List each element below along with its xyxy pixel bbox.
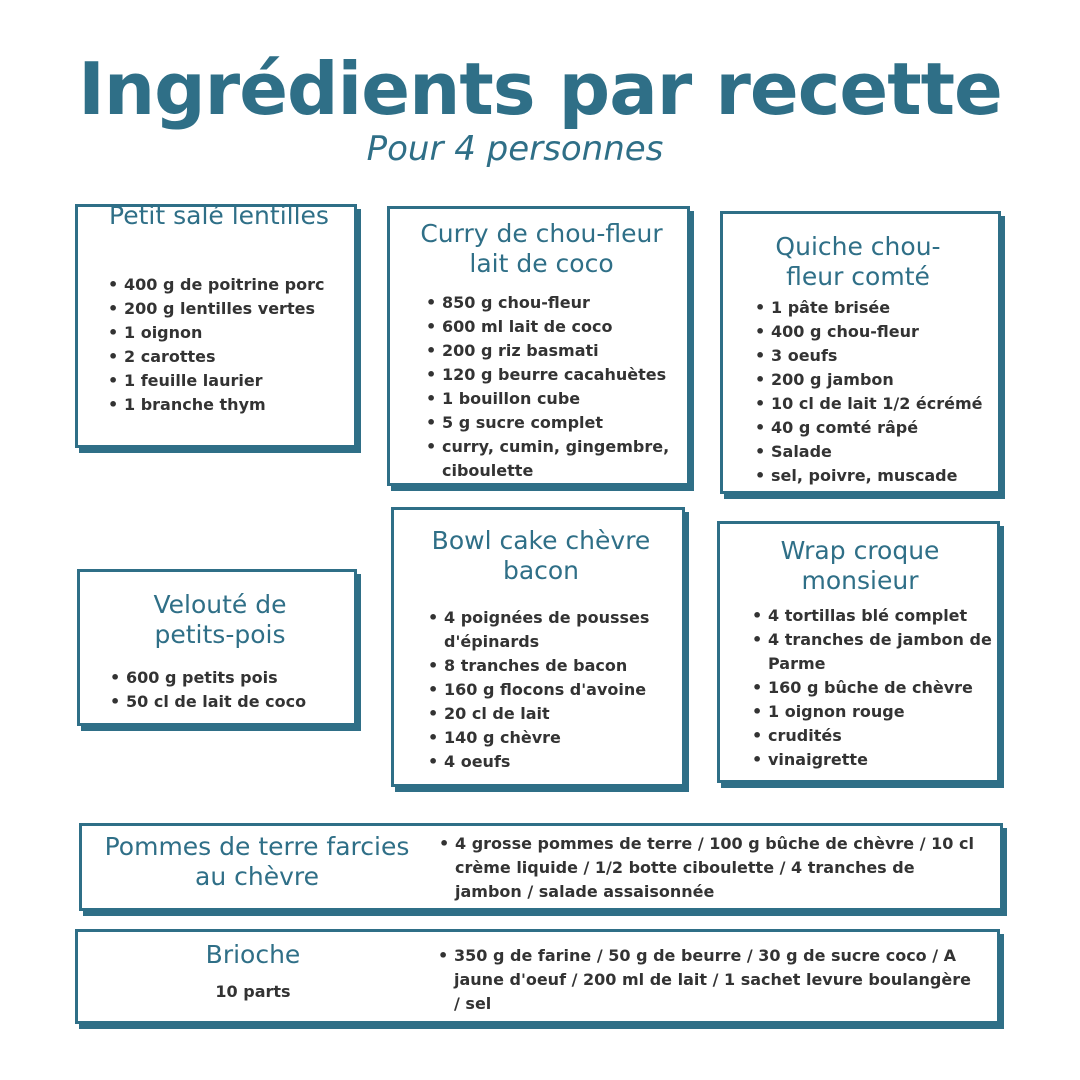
ingredient-item: • sel, poivre, muscade bbox=[753, 464, 998, 488]
ingredient-list bbox=[106, 273, 351, 417]
recipe-title: Velouté de petits-pois bbox=[153, 590, 287, 649]
page-title: Ingrédients par recette bbox=[78, 47, 1002, 131]
ingredient-item: • crudités bbox=[750, 724, 995, 748]
ingredient-item: • 400 g de poitrine porc bbox=[106, 273, 351, 297]
recipe-card-quiche bbox=[720, 211, 1001, 494]
ingredient-item: • 140 g chèvre bbox=[426, 726, 681, 750]
ingredient-item: • 8 tranches de bacon bbox=[426, 654, 681, 678]
ingredient-item: • 350 g de farine / 50 g de beurre / 30 g de sucre coco / A jaune d'oeuf / 200 ml de lait / 1 sachet levure boulangère / sel bbox=[436, 944, 981, 1016]
ingredient-item: • 4 grosse pommes de terre / 100 g bûche de chèvre / 10 cl crème liquide / 1/2 botte ciboulette / 4 tranches de jambon / salade assaisonnée bbox=[437, 832, 982, 904]
recipe-title: Wrap croque monsieur bbox=[780, 536, 940, 595]
ingredient-item: • 4 oeufs bbox=[426, 750, 681, 774]
recipe-card-bowl-cake bbox=[391, 507, 685, 787]
recipe-card-pommes-de-terre bbox=[79, 823, 1003, 911]
ingredient-item: • 5 g sucre complet bbox=[424, 411, 679, 435]
page-subtitle: Pour 4 personnes bbox=[366, 129, 664, 169]
recipe-title: Petit salé lentilles bbox=[109, 201, 329, 230]
recipe-title: Curry de chou-fleur lait de coco bbox=[420, 219, 663, 278]
recipe-card-wrap bbox=[717, 521, 1000, 783]
ingredient-list bbox=[424, 291, 679, 483]
ingredient-item: • 600 g petits pois bbox=[108, 666, 353, 690]
ingredient-item: • 4 tranches de jambon de Parme bbox=[750, 628, 995, 676]
recipe-card-veloute bbox=[77, 569, 357, 726]
ingredient-item: • 1 branche thym bbox=[106, 393, 351, 417]
ingredient-item: • 160 g flocons d'avoine bbox=[426, 678, 681, 702]
recipe-card-curry bbox=[387, 206, 690, 486]
ingredient-item: • 3 oeufs bbox=[753, 344, 998, 368]
ingredient-item: • 160 g bûche de chèvre bbox=[750, 676, 995, 700]
ingredient-item: • 120 g beurre cacahuètes bbox=[424, 363, 679, 387]
ingredient-item: • Salade bbox=[753, 440, 998, 464]
recipe-card-brioche bbox=[75, 929, 1000, 1024]
ingredient-item: • 600 ml lait de coco bbox=[424, 315, 679, 339]
ingredient-item: • 400 g chou-fleur bbox=[753, 320, 998, 344]
ingredient-list bbox=[108, 666, 353, 714]
recipe-title: Quiche chou-fleur comté bbox=[775, 232, 941, 291]
ingredient-list bbox=[437, 832, 982, 904]
ingredient-item: • 1 feuille laurier bbox=[106, 369, 351, 393]
ingredient-item: • 200 g lentilles vertes bbox=[106, 297, 351, 321]
ingredient-list bbox=[426, 606, 681, 774]
ingredient-item: • 40 g comté râpé bbox=[753, 416, 998, 440]
ingredient-item: • vinaigrette bbox=[750, 748, 995, 772]
recipe-title: Brioche bbox=[205, 940, 301, 969]
ingredient-item: • 1 oignon bbox=[106, 321, 351, 345]
ingredient-item: • 4 tortillas blé complet bbox=[750, 604, 995, 628]
ingredient-item: • 50 cl de lait de coco bbox=[108, 690, 353, 714]
ingredient-item: • 2 carottes bbox=[106, 345, 351, 369]
ingredient-list bbox=[436, 944, 981, 1016]
ingredient-item: • 10 cl de lait 1/2 écrémé bbox=[753, 392, 998, 416]
recipe-note: 10 parts bbox=[215, 982, 291, 1001]
ingredient-list bbox=[750, 604, 995, 772]
ingredient-item: • 20 cl de lait bbox=[426, 702, 681, 726]
recipe-card-petit-sale bbox=[75, 201, 357, 448]
ingredient-item: • 200 g jambon bbox=[753, 368, 998, 392]
ingredient-list bbox=[753, 296, 998, 488]
ingredient-item: • curry, cumin, gingembre, ciboulette bbox=[424, 435, 679, 483]
ingredient-item: • 1 oignon rouge bbox=[750, 700, 995, 724]
recipe-title: Bowl cake chèvre bacon bbox=[431, 526, 651, 585]
ingredient-item: • 4 poignées de pousses d'épinards bbox=[426, 606, 681, 654]
ingredient-item: • 200 g riz basmati bbox=[424, 339, 679, 363]
ingredient-item: • 1 pâte brisée bbox=[753, 296, 998, 320]
ingredient-item: • 1 bouillon cube bbox=[424, 387, 679, 411]
recipe-title: Pommes de terre farcies au chèvre bbox=[104, 832, 410, 891]
ingredient-item: • 850 g chou-fleur bbox=[424, 291, 679, 315]
